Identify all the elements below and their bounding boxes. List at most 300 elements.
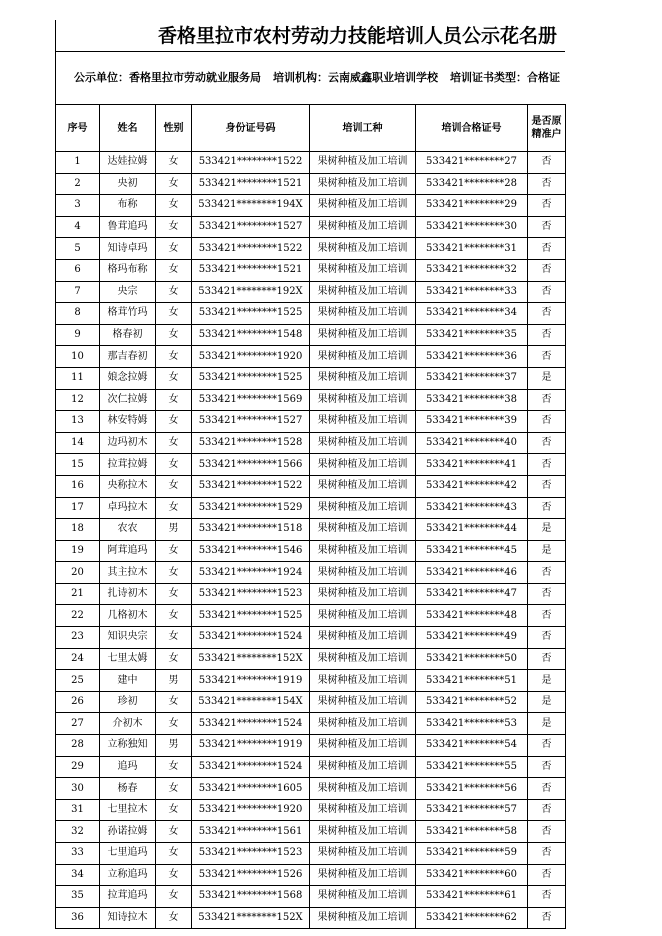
cell-id-number: 533421********1525 [192, 367, 310, 389]
cell-poverty-household: 否 [528, 454, 566, 476]
cell-gender: 女 [156, 346, 192, 368]
table-row [56, 562, 566, 584]
cell-index: 30 [56, 778, 100, 800]
cell-gender: 女 [156, 497, 192, 519]
cell-name: 次仁拉姆 [100, 389, 156, 411]
table-row [56, 281, 566, 303]
cell-gender: 女 [156, 195, 192, 217]
cell-name: 央宗 [100, 281, 156, 303]
cell-certificate-number: 533421********29 [416, 195, 528, 217]
cell-certificate-number: 533421********41 [416, 454, 528, 476]
cell-id-number: 533421********1527 [192, 411, 310, 433]
cell-training-type: 果树种植及加工培训 [310, 756, 416, 778]
cell-index: 36 [56, 907, 100, 929]
cell-name: 边玛初木 [100, 432, 156, 454]
table-row [56, 216, 566, 238]
cell-name: 知识央宗 [100, 627, 156, 649]
cell-name: 追玛 [100, 756, 156, 778]
cell-certificate-number: 533421********42 [416, 475, 528, 497]
table-row [56, 583, 566, 605]
cell-index: 17 [56, 497, 100, 519]
cell-poverty-household: 否 [528, 195, 566, 217]
cell-index: 9 [56, 324, 100, 346]
cell-gender: 女 [156, 216, 192, 238]
cell-training-type: 果树种植及加工培训 [310, 389, 416, 411]
table-row [56, 691, 566, 713]
cell-certificate-number: 533421********40 [416, 432, 528, 454]
table-row [56, 173, 566, 195]
cell-training-type: 果树种植及加工培训 [310, 648, 416, 670]
table-row [56, 886, 566, 908]
cell-index: 3 [56, 195, 100, 217]
cell-training-type: 果树种植及加工培训 [310, 454, 416, 476]
cell-name: 娘念拉姆 [100, 367, 156, 389]
cell-gender: 女 [156, 648, 192, 670]
cell-poverty-household: 否 [528, 346, 566, 368]
cell-gender: 女 [156, 432, 192, 454]
cell-poverty-household: 否 [528, 886, 566, 908]
cell-name: 央初 [100, 173, 156, 195]
cell-certificate-number: 533421********48 [416, 605, 528, 627]
cell-poverty-household: 否 [528, 907, 566, 929]
cell-training-type: 果树种植及加工培训 [310, 475, 416, 497]
cell-certificate-number: 533421********31 [416, 238, 528, 260]
cell-name: 农农 [100, 519, 156, 541]
cell-id-number: 533421********1522 [192, 475, 310, 497]
cell-name: 孙诺拉姆 [100, 821, 156, 843]
cell-gender: 女 [156, 540, 192, 562]
cell-training-type: 果树种植及加工培训 [310, 605, 416, 627]
cell-id-number: 533421********1523 [192, 583, 310, 605]
cell-training-type: 果树种植及加工培训 [310, 259, 416, 281]
cell-id-number: 533421********192X [192, 281, 310, 303]
table-row [56, 152, 566, 174]
cell-training-type: 果树种植及加工培训 [310, 907, 416, 929]
cell-id-number: 533421********1527 [192, 216, 310, 238]
cell-id-number: 533421********152X [192, 907, 310, 929]
cell-index: 21 [56, 583, 100, 605]
table-row [56, 907, 566, 929]
cell-gender: 女 [156, 691, 192, 713]
cell-id-number: 533421********1521 [192, 173, 310, 195]
cell-training-type: 果树种植及加工培训 [310, 195, 416, 217]
cell-id-number: 533421********1919 [192, 735, 310, 757]
cell-index: 29 [56, 756, 100, 778]
cell-gender: 女 [156, 799, 192, 821]
cell-poverty-household: 否 [528, 756, 566, 778]
cell-index: 35 [56, 886, 100, 908]
cell-id-number: 533421********1546 [192, 540, 310, 562]
cell-gender: 女 [156, 821, 192, 843]
cell-index: 16 [56, 475, 100, 497]
cell-training-type: 果树种植及加工培训 [310, 367, 416, 389]
cell-gender: 女 [156, 864, 192, 886]
cell-gender: 女 [156, 238, 192, 260]
cell-gender: 女 [156, 475, 192, 497]
cell-id-number: 533421********1568 [192, 886, 310, 908]
cell-index: 15 [56, 454, 100, 476]
cell-gender: 女 [156, 778, 192, 800]
cell-gender: 男 [156, 670, 192, 692]
header-certificate-number: 培训合格证号 [416, 105, 528, 152]
cell-index: 34 [56, 864, 100, 886]
table-row [56, 540, 566, 562]
cell-poverty-household: 否 [528, 216, 566, 238]
table-row [56, 670, 566, 692]
table-row [56, 238, 566, 260]
table-row [56, 648, 566, 670]
cell-certificate-number: 533421********35 [416, 324, 528, 346]
cell-poverty-household: 否 [528, 173, 566, 195]
cell-poverty-household: 否 [528, 583, 566, 605]
cell-certificate-number: 533421********36 [416, 346, 528, 368]
cell-training-type: 果树种植及加工培训 [310, 583, 416, 605]
cell-poverty-household: 否 [528, 389, 566, 411]
cell-id-number: 533421********1524 [192, 756, 310, 778]
cell-training-type: 果树种植及加工培训 [310, 432, 416, 454]
cell-id-number: 533421********1518 [192, 519, 310, 541]
cell-certificate-number: 533421********52 [416, 691, 528, 713]
table-row [56, 778, 566, 800]
cell-id-number: 533421********1523 [192, 843, 310, 865]
table-row [56, 605, 566, 627]
cell-index: 27 [56, 713, 100, 735]
cell-name: 鲁茸追玛 [100, 216, 156, 238]
table-row [56, 756, 566, 778]
cell-poverty-household: 否 [528, 627, 566, 649]
cell-training-type: 果树种植及加工培训 [310, 778, 416, 800]
cell-certificate-number: 533421********33 [416, 281, 528, 303]
table-row [56, 389, 566, 411]
cell-index: 26 [56, 691, 100, 713]
table-row [56, 843, 566, 865]
cell-training-type: 果树种植及加工培训 [310, 562, 416, 584]
cell-gender: 女 [156, 627, 192, 649]
cell-certificate-number: 533421********56 [416, 778, 528, 800]
subtitle-bar [55, 52, 565, 104]
cell-index: 25 [56, 670, 100, 692]
cell-certificate-number: 533421********53 [416, 713, 528, 735]
cell-gender: 女 [156, 713, 192, 735]
cell-gender: 女 [156, 605, 192, 627]
training-org: 培训机构：云南威鑫职业培训学校 [273, 71, 438, 84]
cell-certificate-number: 533421********39 [416, 411, 528, 433]
cell-name: 阿茸追玛 [100, 540, 156, 562]
table-row [56, 324, 566, 346]
cell-id-number: 533421********1548 [192, 324, 310, 346]
cell-name: 知诗拉木 [100, 907, 156, 929]
cell-gender: 女 [156, 907, 192, 929]
cell-certificate-number: 533421********61 [416, 886, 528, 908]
cell-id-number: 533421********1521 [192, 259, 310, 281]
cell-index: 24 [56, 648, 100, 670]
cell-id-number: 533421********194X [192, 195, 310, 217]
cell-poverty-household: 是 [528, 670, 566, 692]
cell-index: 10 [56, 346, 100, 368]
cell-id-number: 533421********1919 [192, 670, 310, 692]
cell-index: 20 [56, 562, 100, 584]
cell-poverty-household: 否 [528, 562, 566, 584]
cell-certificate-number: 533421********62 [416, 907, 528, 929]
cell-index: 33 [56, 843, 100, 865]
cell-index: 23 [56, 627, 100, 649]
cell-index: 8 [56, 303, 100, 325]
cell-index: 22 [56, 605, 100, 627]
cell-training-type: 果树种植及加工培训 [310, 152, 416, 174]
cell-name: 格茸竹玛 [100, 303, 156, 325]
cell-index: 19 [56, 540, 100, 562]
cell-training-type: 果树种植及加工培训 [310, 691, 416, 713]
cell-poverty-household: 是 [528, 540, 566, 562]
cell-poverty-household: 否 [528, 497, 566, 519]
cell-id-number: 533421********1522 [192, 238, 310, 260]
cell-training-type: 果树种植及加工培训 [310, 627, 416, 649]
cell-training-type: 果树种植及加工培训 [310, 821, 416, 843]
cell-gender: 女 [156, 583, 192, 605]
cell-name: 珍初 [100, 691, 156, 713]
cell-certificate-number: 533421********59 [416, 843, 528, 865]
cell-training-type: 果树种植及加工培训 [310, 411, 416, 433]
cell-poverty-household: 否 [528, 303, 566, 325]
cell-certificate-number: 533421********38 [416, 389, 528, 411]
cell-certificate-number: 533421********60 [416, 864, 528, 886]
cell-poverty-household: 否 [528, 432, 566, 454]
cell-certificate-number: 533421********50 [416, 648, 528, 670]
cell-certificate-number: 533421********30 [416, 216, 528, 238]
cell-gender: 女 [156, 411, 192, 433]
cell-certificate-number: 533421********37 [416, 367, 528, 389]
cell-name: 达娃拉姆 [100, 152, 156, 174]
cell-certificate-number: 533421********57 [416, 799, 528, 821]
cell-name: 扎诗初木 [100, 583, 156, 605]
cell-gender: 女 [156, 756, 192, 778]
cell-name: 立称追玛 [100, 864, 156, 886]
certificate-type: 培训证书类型：合格证 [450, 71, 560, 84]
cell-poverty-household: 否 [528, 799, 566, 821]
cell-index: 4 [56, 216, 100, 238]
cell-id-number: 533421********1526 [192, 864, 310, 886]
table-row [56, 303, 566, 325]
cell-index: 13 [56, 411, 100, 433]
table-row [56, 799, 566, 821]
publishing-unit: 公示单位：香格里拉市劳动就业服务局 [74, 71, 261, 84]
cell-certificate-number: 533421********44 [416, 519, 528, 541]
cell-name: 几格初木 [100, 605, 156, 627]
cell-gender: 女 [156, 886, 192, 908]
table-row [56, 195, 566, 217]
table-row [56, 864, 566, 886]
cell-gender: 女 [156, 562, 192, 584]
cell-index: 7 [56, 281, 100, 303]
cell-name: 拉茸追玛 [100, 886, 156, 908]
cell-poverty-household: 是 [528, 367, 566, 389]
cell-poverty-household: 否 [528, 411, 566, 433]
cell-index: 31 [56, 799, 100, 821]
header-gender: 性别 [156, 105, 192, 152]
table-row [56, 627, 566, 649]
cell-gender: 女 [156, 843, 192, 865]
cell-index: 2 [56, 173, 100, 195]
cell-name: 七里拉木 [100, 799, 156, 821]
table-row [56, 454, 566, 476]
cell-name: 七里追玛 [100, 843, 156, 865]
cell-name: 知诗卓玛 [100, 238, 156, 260]
cell-training-type: 果树种植及加工培训 [310, 799, 416, 821]
cell-gender: 女 [156, 281, 192, 303]
cell-certificate-number: 533421********43 [416, 497, 528, 519]
cell-index: 18 [56, 519, 100, 541]
cell-gender: 男 [156, 519, 192, 541]
cell-training-type: 果树种植及加工培训 [310, 713, 416, 735]
cell-poverty-household: 是 [528, 691, 566, 713]
cell-poverty-household: 否 [528, 259, 566, 281]
cell-name: 拉茸拉姆 [100, 454, 156, 476]
cell-certificate-number: 533421********54 [416, 735, 528, 757]
cell-name: 立称独知 [100, 735, 156, 757]
cell-id-number: 533421********1924 [192, 562, 310, 584]
cell-name: 央称拉木 [100, 475, 156, 497]
table-row [56, 411, 566, 433]
roster-table [55, 104, 566, 929]
cell-certificate-number: 533421********32 [416, 259, 528, 281]
header-training-type: 培训工种 [310, 105, 416, 152]
cell-index: 14 [56, 432, 100, 454]
cell-training-type: 果树种植及加工培训 [310, 281, 416, 303]
cell-training-type: 果树种植及加工培训 [310, 843, 416, 865]
cell-index: 11 [56, 367, 100, 389]
cell-index: 1 [56, 152, 100, 174]
cell-id-number: 533421********1522 [192, 152, 310, 174]
cell-id-number: 533421********1528 [192, 432, 310, 454]
header-row [56, 105, 566, 152]
cell-poverty-household: 否 [528, 864, 566, 886]
cell-training-type: 果树种植及加工培训 [310, 519, 416, 541]
cell-name: 建中 [100, 670, 156, 692]
table-row [56, 735, 566, 757]
cell-index: 12 [56, 389, 100, 411]
cell-training-type: 果树种植及加工培训 [310, 497, 416, 519]
cell-name: 杨春 [100, 778, 156, 800]
cell-id-number: 533421********1524 [192, 713, 310, 735]
cell-poverty-household: 否 [528, 152, 566, 174]
cell-certificate-number: 533421********49 [416, 627, 528, 649]
cell-id-number: 533421********1569 [192, 389, 310, 411]
cell-name: 布称 [100, 195, 156, 217]
table-row [56, 475, 566, 497]
table-row [56, 713, 566, 735]
cell-training-type: 果树种植及加工培训 [310, 238, 416, 260]
cell-training-type: 果树种植及加工培训 [310, 540, 416, 562]
cell-training-type: 果树种植及加工培训 [310, 216, 416, 238]
cell-certificate-number: 533421********51 [416, 670, 528, 692]
cell-poverty-household: 否 [528, 475, 566, 497]
header-id-number: 身份证号码 [192, 105, 310, 152]
cell-id-number: 533421********1605 [192, 778, 310, 800]
table-row [56, 519, 566, 541]
cell-name: 卓玛拉木 [100, 497, 156, 519]
cell-name: 格春初 [100, 324, 156, 346]
cell-training-type: 果树种植及加工培训 [310, 735, 416, 757]
cell-poverty-household: 否 [528, 324, 566, 346]
cell-name: 介初木 [100, 713, 156, 735]
cell-training-type: 果树种植及加工培训 [310, 864, 416, 886]
cell-gender: 女 [156, 259, 192, 281]
cell-training-type: 果树种植及加工培训 [310, 670, 416, 692]
cell-poverty-household: 否 [528, 735, 566, 757]
cell-training-type: 果树种植及加工培训 [310, 173, 416, 195]
cell-training-type: 果树种植及加工培训 [310, 324, 416, 346]
cell-id-number: 533421********1920 [192, 346, 310, 368]
cell-poverty-household: 是 [528, 519, 566, 541]
cell-gender: 女 [156, 389, 192, 411]
cell-index: 32 [56, 821, 100, 843]
cell-poverty-household: 否 [528, 281, 566, 303]
cell-training-type: 果树种植及加工培训 [310, 346, 416, 368]
cell-name: 那吉春初 [100, 346, 156, 368]
cell-certificate-number: 533421********34 [416, 303, 528, 325]
table-row [56, 497, 566, 519]
cell-poverty-household: 否 [528, 648, 566, 670]
cell-name: 其主拉木 [100, 562, 156, 584]
cell-id-number: 533421********1566 [192, 454, 310, 476]
table-row [56, 432, 566, 454]
cell-id-number: 533421********1529 [192, 497, 310, 519]
cell-gender: 女 [156, 367, 192, 389]
cell-certificate-number: 533421********55 [416, 756, 528, 778]
cell-gender: 男 [156, 735, 192, 757]
header-poverty-household: 是否原精准户 [528, 105, 566, 152]
cell-poverty-household: 否 [528, 605, 566, 627]
cell-id-number: 533421********1525 [192, 303, 310, 325]
cell-certificate-number: 533421********27 [416, 152, 528, 174]
cell-index: 28 [56, 735, 100, 757]
cell-poverty-household: 否 [528, 843, 566, 865]
cell-gender: 女 [156, 152, 192, 174]
cell-gender: 女 [156, 173, 192, 195]
cell-poverty-household: 否 [528, 821, 566, 843]
cell-certificate-number: 533421********46 [416, 562, 528, 584]
header-name: 姓名 [100, 105, 156, 152]
cell-name: 林安特姆 [100, 411, 156, 433]
cell-index: 6 [56, 259, 100, 281]
cell-certificate-number: 533421********58 [416, 821, 528, 843]
cell-training-type: 果树种植及加工培训 [310, 886, 416, 908]
cell-index: 5 [56, 238, 100, 260]
cell-training-type: 果树种植及加工培训 [310, 303, 416, 325]
cell-certificate-number: 533421********45 [416, 540, 528, 562]
cell-gender: 女 [156, 454, 192, 476]
header-index: 序号 [56, 105, 100, 152]
table-row [56, 821, 566, 843]
cell-id-number: 533421********152X [192, 648, 310, 670]
cell-name: 七里太姆 [100, 648, 156, 670]
cell-id-number: 533421********1524 [192, 627, 310, 649]
cell-gender: 女 [156, 303, 192, 325]
cell-poverty-household: 是 [528, 713, 566, 735]
table-row [56, 367, 566, 389]
cell-certificate-number: 533421********47 [416, 583, 528, 605]
cell-certificate-number: 533421********28 [416, 173, 528, 195]
cell-gender: 女 [156, 324, 192, 346]
cell-id-number: 533421********154X [192, 691, 310, 713]
table-row [56, 259, 566, 281]
cell-poverty-household: 否 [528, 778, 566, 800]
cell-poverty-household: 否 [528, 238, 566, 260]
cell-id-number: 533421********1525 [192, 605, 310, 627]
cell-id-number: 533421********1561 [192, 821, 310, 843]
table-row [56, 346, 566, 368]
page-title: 香格里拉市农村劳动力技能培训人员公示花名册 [55, 20, 565, 52]
